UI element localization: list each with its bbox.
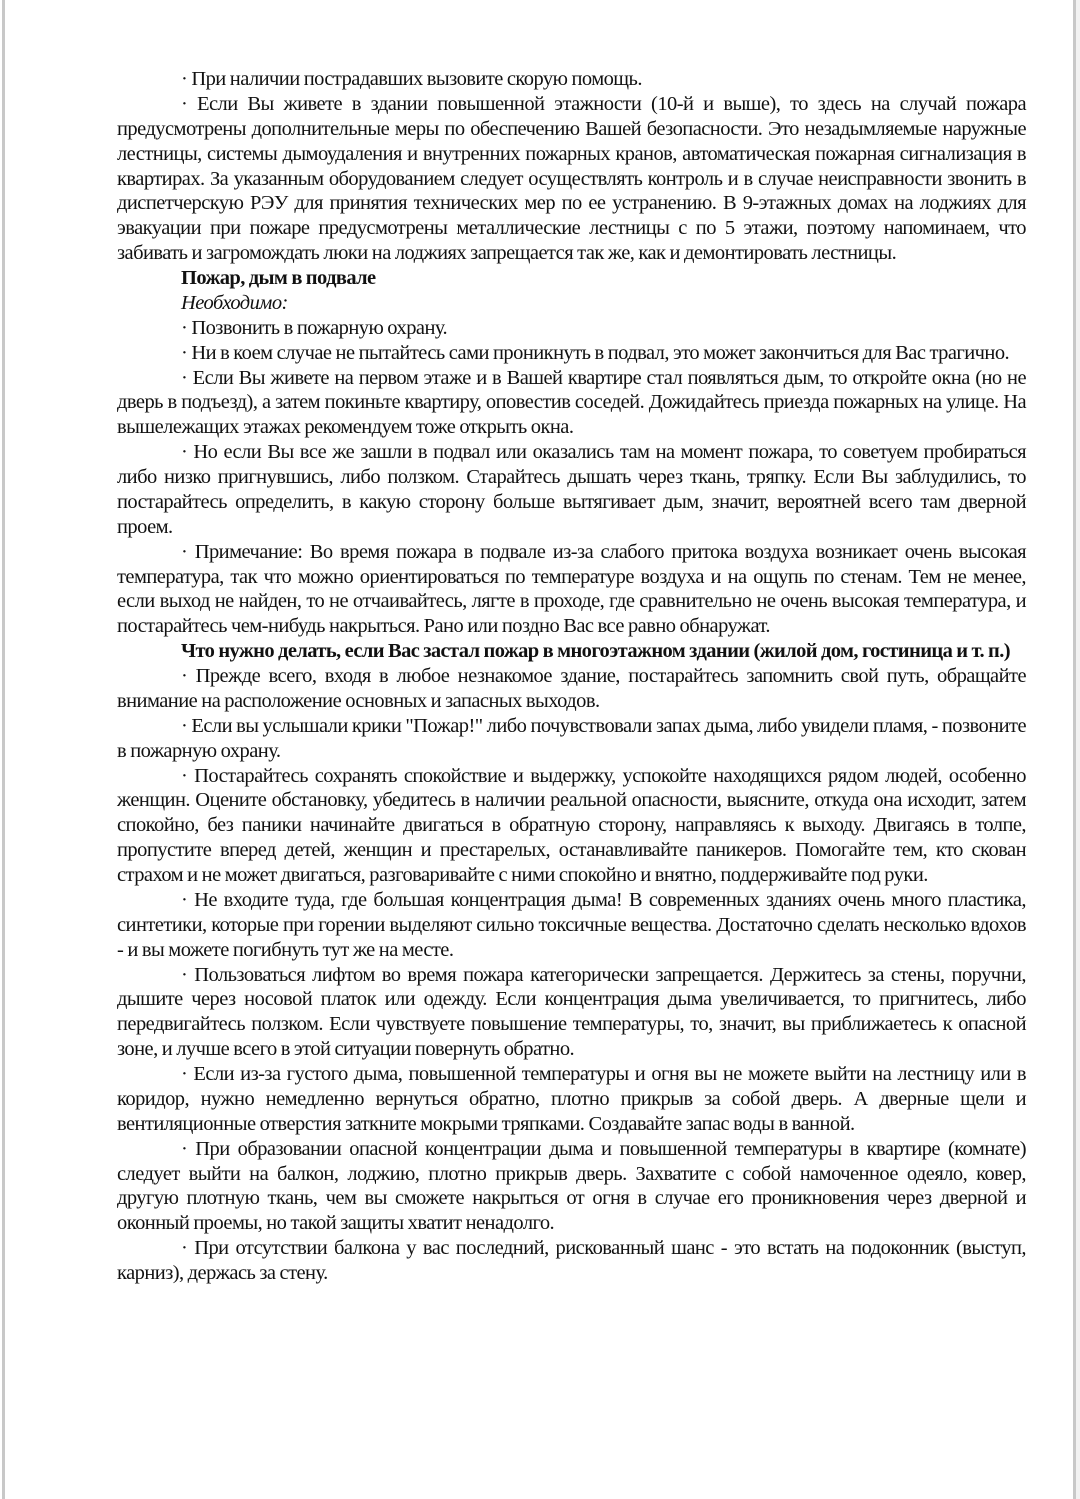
- paragraph: · Позвонить в пожарную охрану.: [181, 316, 448, 339]
- paragraph: · Если вы услышали крики "Пожар!" либо почувствовали запах дыма, либо увидели пламя, - позвоните в пожарную охрану.: [117, 714, 1026, 762]
- paragraph: · Постарайтесь сохранять спокойствие и выдержку, успокойте находящихся рядом людей, особенно женщин. Оцените обстановку, убедитесь в наличии реальной опасности, выясните, откуда она исходит, затем спокойно, без паники начинайте двигаться в обратную сторону, направляясь к выходу. Двигаясь в толпе, пропустите вперед детей, женщин и престарелых, останавливайте паникеров. Помогайте тем, кто скован страхом и не может двигаться, разговаривайте с ними спокойно и внятно, поддерживайте под руки.: [117, 764, 1026, 886]
- section-heading: Что нужно делать, если Вас застал пожар в многоэтажном здании (жилой дом, гостиница и т. п.): [181, 640, 1010, 663]
- scroll-gutter: [1076, 0, 1080, 1499]
- section-heading: Пожар, дым в подвале: [181, 267, 376, 289]
- paragraph: · Пользоваться лифтом во время пожара категорически запрещается. Держитесь за стены, поручни, дышите через носовой платок или одежду. Если концентрация дыма увеличивается, то пригнитесь, либо передвигайтесь ползком. Если чувствуете повышение температуры, то, значит, вы приближаетесь к опасной зоне, и лучше всего в этой ситуации повернуть обратно.: [117, 963, 1026, 1061]
- paragraph: · Прежде всего, входя в любое незнакомое здание, постарайтесь запомнить свой путь, обращайте внимание на расположение основных и запасных выходов.: [117, 665, 1026, 712]
- paragraph: · Но если Вы все же зашли в подвал или оказались там на момент пожара, то советуем пробираться либо низко пригнувшись, либо ползком. Старайтесь дышать через ткань, тряпку. Если Вы заблудились, то постарайтесь определить, в какую сторону больше вытягивает дым, значит, вероятней всего там дверной проем.: [117, 441, 1026, 538]
- document-page: [117, 67, 1026, 1286]
- paragraph: · Примечание: Во время пожара в подвале из-за слабого притока воздуха возникает очень высокая температура, так что можно ориентироваться по температуре воздуха и на ощупь по стенам. Тем не менее, если выход не найден, то не отчаивайтесь, лягте в проходе, где сравнительно не очень высокая температура, и постарайтесь чем-нибудь накрыться. Рано или поздно Вас все равно обнаружат.: [117, 540, 1026, 638]
- page-border-left: [2, 0, 5, 1499]
- paragraph: · При отсутствии балкона у вас последний, рискованный шанс - это встать на подоконник (выступ, карниз), держась за стену.: [117, 1237, 1026, 1284]
- paragraph: · Ни в коем случае не пытайтесь сами проникнуть в подвал, это может закончиться для Вас трагично.: [181, 341, 1010, 364]
- paragraph: · Если из-за густого дыма, повышенной температуры и огня вы не можете выйти на лестницу или в коридор, нужно немедленно вернуться обратно, плотно прикрыв за собой дверь. А дверные щели и вентиляционные отверстия заткните мокрыми тряпками. Создавайте запас воды в ванной.: [117, 1063, 1026, 1135]
- paragraph: · При наличии пострадавших вызовите скорую помощь.: [181, 68, 642, 90]
- section-subheading: Необходимо:: [181, 291, 288, 314]
- paragraph: · Если Вы живете на первом этаже и в Вашей квартире стал появляться дым, то откройте окна (но не дверь в подъезд), а затем покиньте квартиру, оповестив соседей. Дожидайтесь приезда пожарных на улице. На вышележащих этажах рекомендуем тоже открыть окна.: [117, 366, 1026, 439]
- paragraph: · Не входите туда, где большая концентрация дыма! В современных зданиях очень много пластика, синтетики, которые при горении выделяют сильно токсичные вещества. Достаточно сделать несколько вдохов - и вы можете погибнуть тут же на месте.: [117, 888, 1026, 961]
- paragraph: · При образовании опасной концентрации дыма и повышенной температуры в квартире (комнате) следует выйти на балкон, лоджию, плотно прикрыв дверь. Захватите с собой намоченное одеяло, ковер, другую плотную ткань, чем вы сможете накрыться от огня в случае его проникновения через дверной и оконный проемы, но такой защиты хватит ненадолго.: [117, 1137, 1026, 1235]
- paragraph: · Если Вы живете в здании повышенной этажности (10-й и выше), то здесь на случай пожара предусмотрены дополнительные меры по обеспечению Вашей безопасности. Это незадымляемые наружные лестницы, системы дымоудаления и внутренних пожарных кранов, автоматическая пожарная сигнализация в квартирах. За указанным оборудованием следует осуществлять контроль и в случае неисправности звонить в диспетчерскую РЭУ для принятия технических мер по ее устранению. В 9-этажных домах на лоджиях для эвакуации при пожаре предусмотрены металлические лестницы с по 5 этажи, поэтому напоминаем, что забивать и загромождать люки на лоджиях запрещается так же, как и демонтировать лестницы.: [117, 92, 1026, 265]
